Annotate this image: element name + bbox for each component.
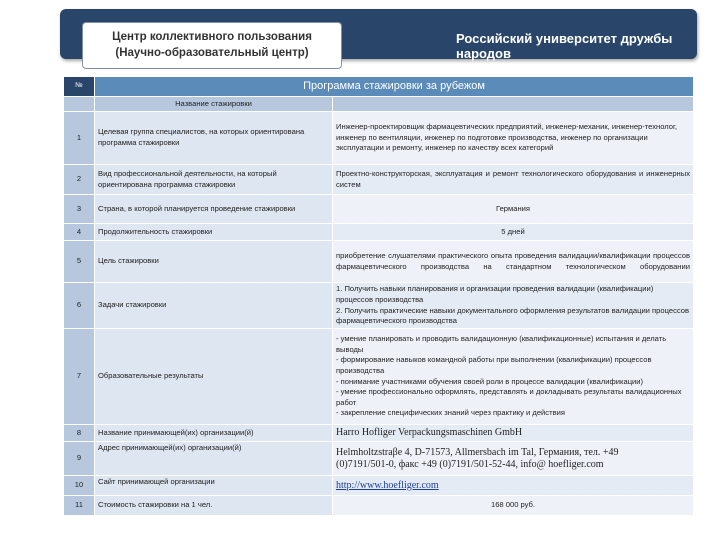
row-value: Проектно-конструкторская, эксплуатация и ремонт технологического оборудования и инженерных систем [333,165,694,195]
row-value [333,476,694,496]
value-line: - умение профессионально оформлять, представлять и докладывать результаты валидационных работ [336,387,682,407]
row-number: 7 [64,329,95,425]
row-value [333,329,694,425]
table-header-row [64,77,694,97]
program-header: Программа стажировки за рубежом [95,77,694,97]
table-row [64,496,694,516]
table-row [64,224,694,241]
table-row [64,425,694,442]
value-line: - умение планировать и проводить валидационную (квалификационные) испытания и делать выводы [336,334,667,354]
table-row [64,329,694,425]
row-value: 168 000 руб. [333,496,694,516]
value-line: Helmholtzstraβe 4, D-71573, Allmersbach im Tal, Германия, тел. +49 [336,446,619,458]
row-label: Стоимость стажировки на 1 чел. [95,496,333,516]
table-row [64,165,694,195]
table-row [64,476,694,496]
value-line: - закрепление специфических знаний через практику и действия [336,408,565,418]
row-value: Германия [333,195,694,224]
center-title-line2: (Научно-образовательный центр) [115,47,309,59]
university-title: Российский университет дружбы народов [456,31,673,61]
row-label: Страна, в которой планируется проведение стажировки [95,195,333,224]
row-value: 5 дней [333,224,694,241]
row-value [333,283,694,329]
table-subheader-row [64,97,694,112]
row-value: Harro Hofliger Verpackungsmaschinen GmbH [333,425,694,442]
row-number: 5 [64,241,95,283]
table-row [64,283,694,329]
row-number: 4 [64,224,95,241]
row-number: 1 [64,112,95,165]
program-table [63,76,694,516]
row-label: Вид профессиональной деятельности, на который ориентирована программа стажировки [95,165,333,195]
center-title-line1: Центр коллективного пользования [112,31,312,43]
row-value [333,442,694,476]
value-line: 1. Получить навыки планирования и организации проведения валидации (квалификации) процессов производства [336,284,654,304]
center-title-box [82,22,342,69]
row-number: 2 [64,165,95,195]
subheader-num-cell [64,97,95,112]
table-row [64,195,694,224]
row-label: Продолжительность стажировки [95,224,333,241]
num-header: № [64,77,95,97]
row-label: Цель стажировки [95,241,333,283]
row-label: Задачи стажировки [95,283,333,329]
row-value: приобретение слушателями практического опыта проведения валидации/квалификации процессов фармацевтического производства на стандартном технологическом оборудовании [333,241,694,283]
row-label: Образовательные результаты [95,329,333,425]
row-number: 6 [64,283,95,329]
value-line: 2. Получить практические навыки документального оформления результатов валидации процессов фармацевтического производства [336,305,690,326]
row-number: 9 [64,442,95,476]
value-line: - понимание участниками обучения своей роли в процессе валидации (квалификации) [336,376,644,386]
row-number: 11 [64,496,95,516]
row-label: Адрес принимающей(их) организации(й) [95,442,333,476]
name-value-cell [333,97,694,112]
row-label: Целевая группа специалистов, на которых ориентирована программа стажировки [95,112,333,165]
value-line: (0)7191/501-0, факс +49 (0)7191/501-52-44, info@ hoefliger.com [336,458,604,470]
table-row [64,442,694,476]
row-label: Название принимающей(их) организации(й) [95,425,333,442]
table-row [64,241,694,283]
row-number: 8 [64,425,95,442]
row-value: Инженер-проектировщик фармацевтических предприятий, инженер-механик, инженер-технолог, инженер по вентиляции, инженер по подготовке производства, инженер по организации эксплуатации и ремонту, инженер по качеству всех категорий [333,112,694,165]
row-number: 10 [64,476,95,496]
row-label: Сайт принимающей организации [95,476,333,496]
row-number: 3 [64,195,95,224]
website-link[interactable]: http://www.hoefliger.com [336,479,439,491]
name-header: Название стажировки [95,97,333,112]
table-row [64,112,694,165]
value-line: - формирование навыков командной работы при выполнении (квалификации) процессов производства [336,355,652,375]
